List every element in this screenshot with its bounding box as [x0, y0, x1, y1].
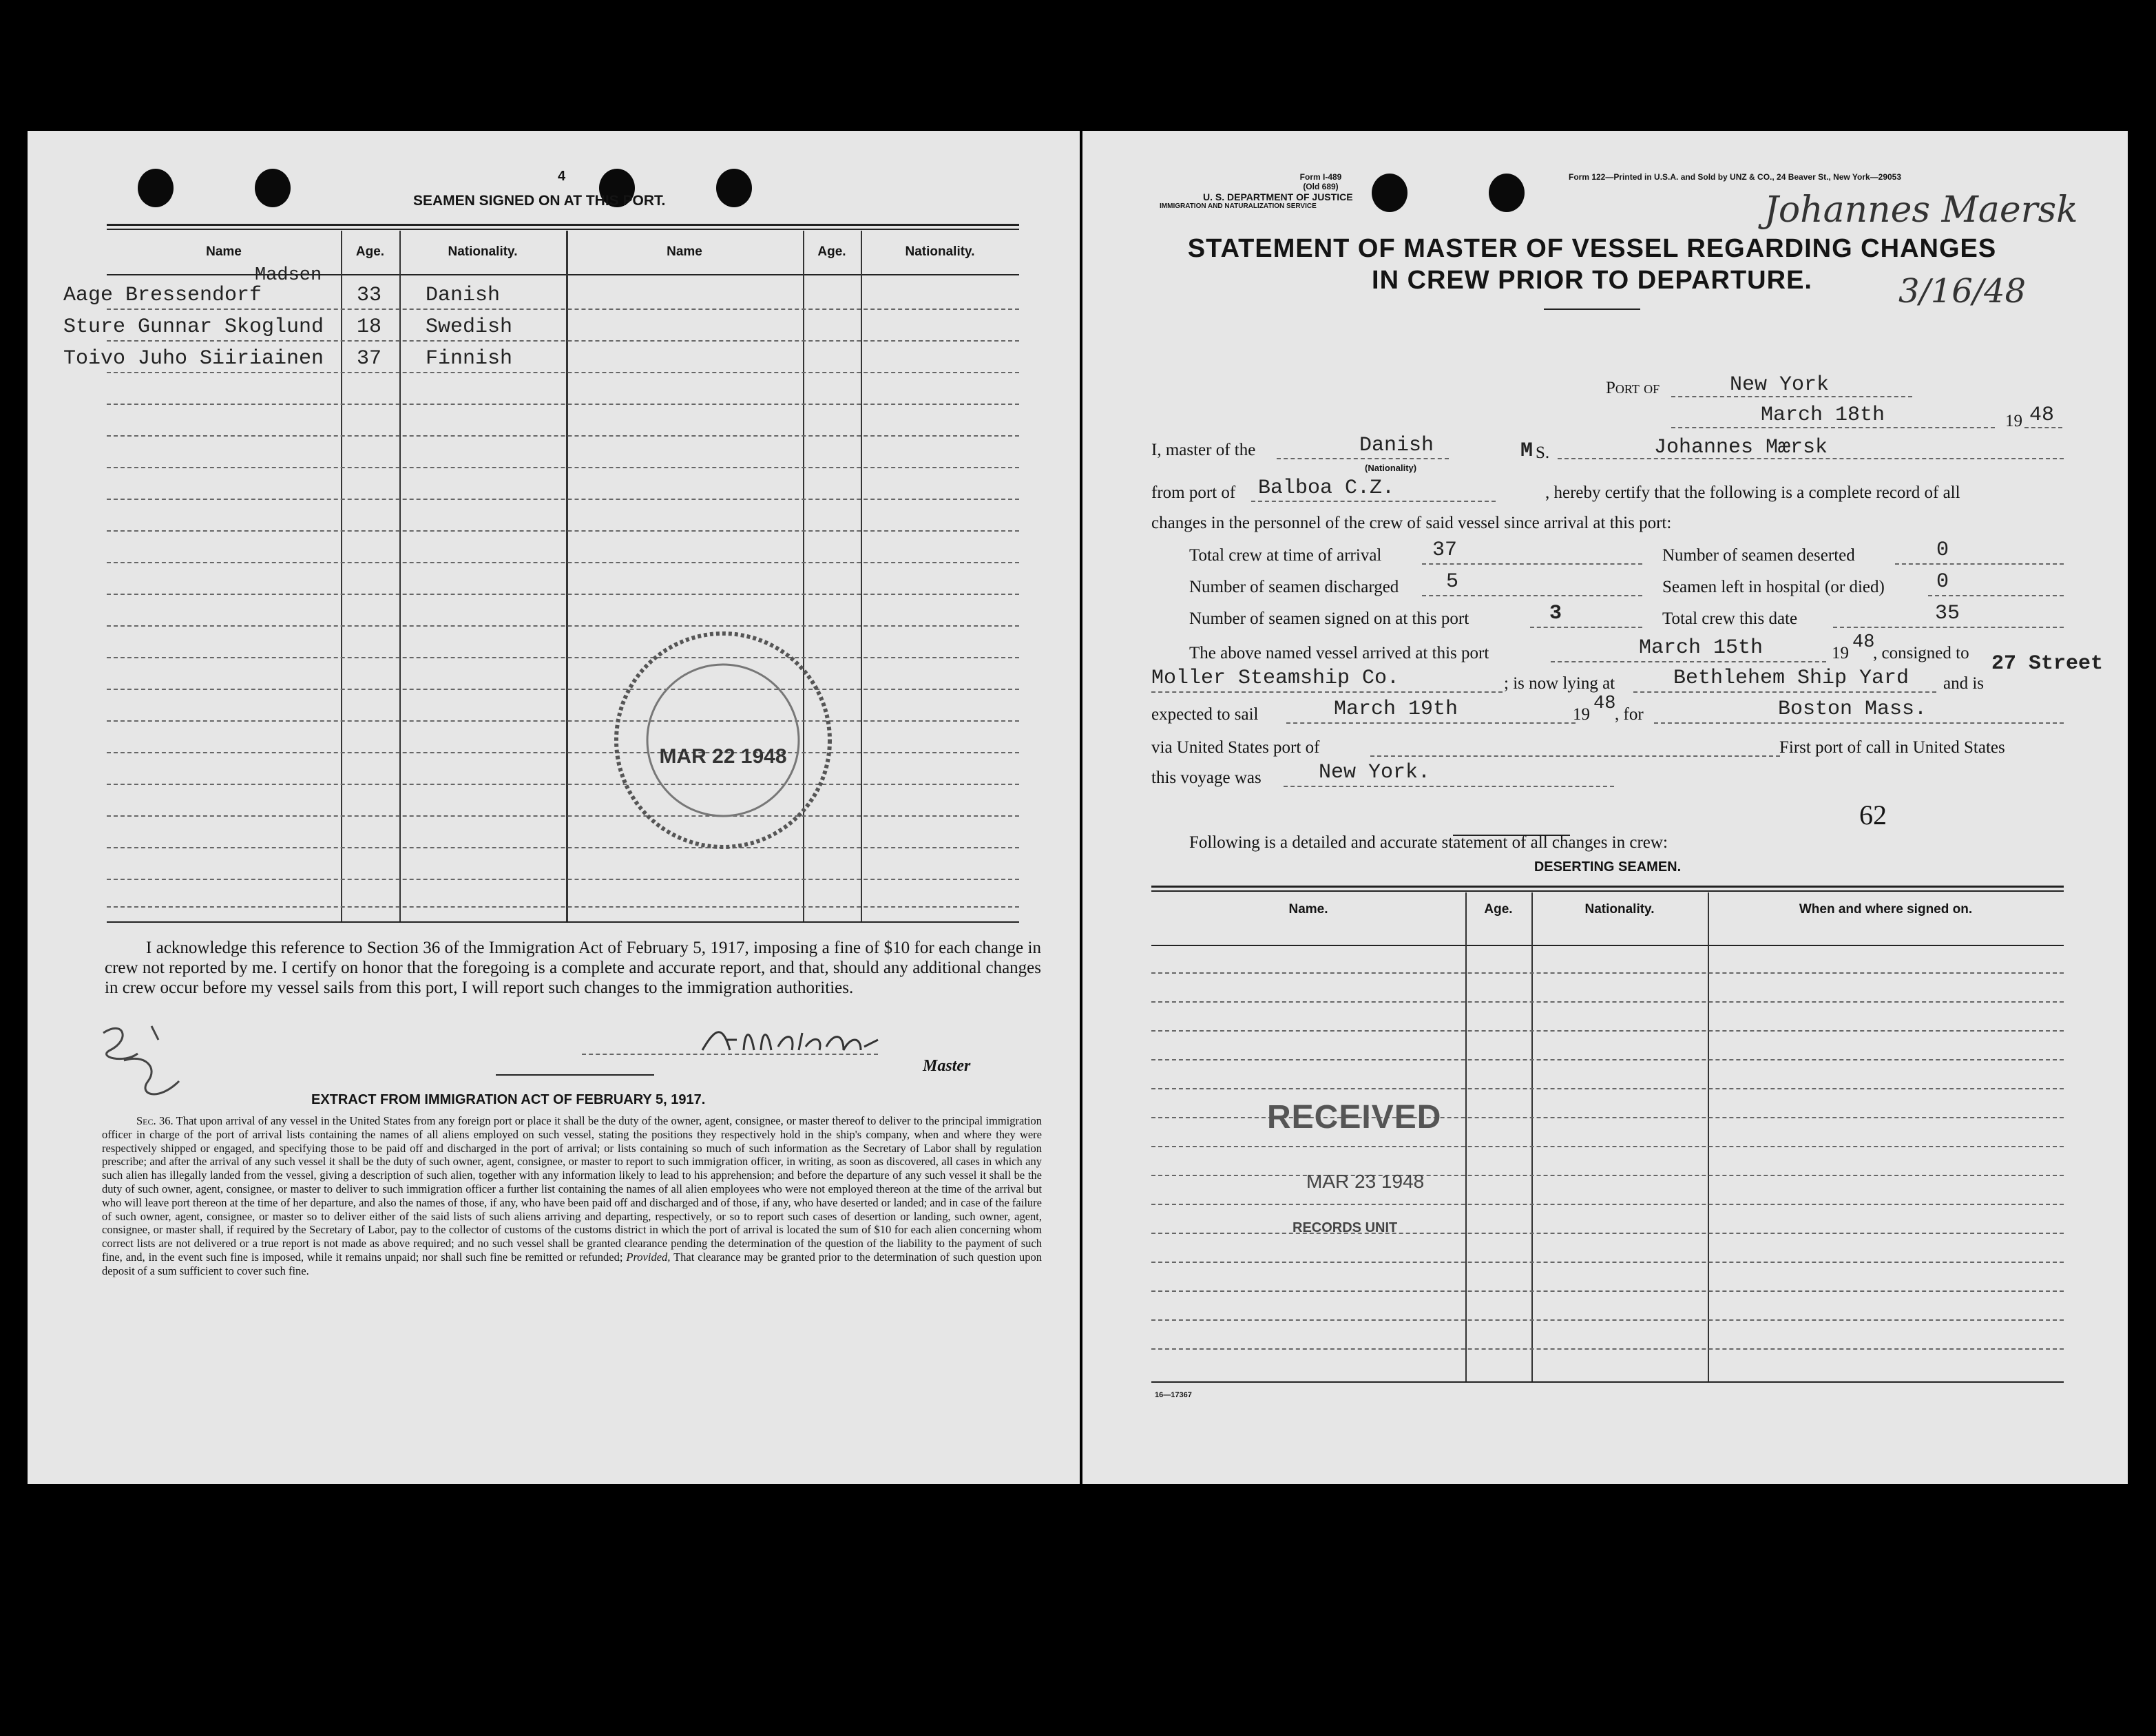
received-stamp: RECEIVED — [1267, 1099, 1442, 1136]
seaman-nationality: Swedish — [426, 315, 513, 339]
year-value: 48 — [2029, 404, 2055, 427]
nationality-value: Danish — [1359, 434, 1434, 457]
row-rule — [1151, 1059, 2064, 1060]
row-rule — [107, 720, 1019, 722]
punch-hole — [255, 169, 291, 207]
lying-note: 27 Street — [1991, 652, 2104, 676]
header-age: Age. — [355, 244, 385, 259]
row-rule — [107, 784, 1019, 785]
nationality-caption: (Nationality) — [1365, 463, 1417, 473]
table-header-rule — [107, 274, 1019, 275]
column-rule — [341, 231, 342, 921]
seaman-age: 18 — [357, 315, 382, 339]
table-top-rule — [107, 224, 1019, 226]
extract-lead: Sec. 36. — [136, 1114, 174, 1127]
row-rule — [1151, 1348, 2064, 1350]
row-rule — [107, 815, 1019, 817]
row-rule — [107, 562, 1019, 563]
header-nationality: Nationality. — [1584, 902, 1655, 917]
master-label: Master — [923, 1057, 971, 1075]
column-rule — [399, 231, 401, 921]
extract-tail: That clearance may be granted prior to the determination of such question upon deposit of a sum sufficient to cover such fine. — [102, 1250, 1043, 1277]
punch-hole — [138, 169, 174, 207]
lying-at: Bethlehem Ship Yard — [1673, 667, 1909, 690]
fill-line — [1422, 595, 1642, 596]
arrived-date: March 15th — [1639, 636, 1763, 660]
fill-line — [1833, 627, 2064, 628]
handwritten-vessel-name: Johannes Maersk — [1764, 189, 2078, 231]
consignee: Moller Steamship Co. — [1151, 667, 1400, 690]
signed-on-count: 3 — [1549, 602, 1562, 625]
extract-provided: Provided, — [626, 1250, 671, 1264]
seaman-name: Aage Bressendorf — [63, 284, 262, 307]
row-rule — [107, 657, 1019, 658]
department: U. S. DEPARTMENT OF JUSTICE — [1203, 191, 1353, 202]
fill-line — [1928, 595, 2064, 596]
received-date: MAR 23 1948 — [1306, 1171, 1425, 1192]
punch-hole — [716, 169, 752, 207]
signed-on-label: Number of seamen signed on at this port — [1189, 609, 1469, 628]
row-rule — [107, 372, 1019, 373]
fill-line — [1654, 722, 2064, 724]
row-rule — [1151, 1262, 2064, 1263]
column-rule — [566, 231, 568, 921]
table-header-rule — [1151, 945, 2064, 946]
row-rule — [107, 530, 1019, 532]
table-bottom-rule — [107, 921, 1019, 923]
printer-info: Form 122—Printed in U.S.A. and Sold by UNZ & CO., 24 Beaver St., New York—29053 — [1569, 172, 1902, 182]
table-bottom-rule — [1151, 1381, 2064, 1383]
row-rule — [1151, 1319, 2064, 1321]
stamp-date: MAR 22 1948 — [659, 745, 787, 768]
row-rule — [107, 340, 1019, 342]
from-port-label: from port of — [1151, 483, 1236, 502]
column-rule — [1531, 892, 1533, 1381]
footer-code: 16—17367 — [1155, 1391, 1192, 1399]
vessel-suffix: S. — [1536, 443, 1550, 462]
header-name: Name — [206, 244, 242, 259]
consigned-label: , consigned to — [1873, 644, 1969, 662]
discharged-count: 5 — [1446, 570, 1459, 594]
row-rule — [1151, 1204, 2064, 1205]
fill-line — [1530, 627, 1642, 628]
column-rule — [1708, 892, 1709, 1381]
received-dept: RECORDS UNIT — [1292, 1220, 1398, 1235]
first-port-label: First port of call in United States — [1779, 738, 2005, 757]
acknowledgment: I acknowledge this reference to Section 36 of the Immigration Act of February 5, 1917, imposing a fine of $10 for each change in crew not reported by me. I certify on honor that the foregoing is a complete and accurate report, and that, should any additional changes in crew occur before my vessel sails from this port, I will report such changes to the immigration authorities. — [105, 939, 1041, 997]
via-label: via United States port of — [1151, 738, 1320, 757]
deserting-title: DESERTING SEAMEN. — [1534, 859, 1682, 875]
fill-line — [1284, 786, 1614, 787]
header-nationality: Nationality. — [905, 244, 975, 259]
voyage-label: this voyage was — [1151, 768, 1262, 787]
row-rule — [1151, 1175, 2064, 1176]
destination: Boston Mass. — [1778, 698, 1927, 721]
seaman-age: 37 — [357, 347, 382, 370]
total-crew-arrival: 37 — [1432, 538, 1458, 562]
column-rule — [1465, 892, 1467, 1381]
lying-label: ; is now lying at — [1504, 674, 1615, 693]
expected-label: expected to sail — [1151, 705, 1259, 724]
form-title-line2: IN CREW PRIOR TO DEPARTURE. — [1372, 266, 1812, 295]
fill-line — [1251, 501, 1496, 502]
row-rule — [1151, 1001, 2064, 1003]
extract-title: EXTRACT FROM IMMIGRATION ACT OF FEBRUARY 5, 1917. — [311, 1092, 706, 1107]
hospital-count: 0 — [1936, 570, 1949, 594]
and-is: and is — [1943, 674, 1985, 693]
discharged-label: Number of seamen discharged — [1189, 578, 1399, 596]
row-rule — [1151, 1290, 2064, 1292]
row-rule — [107, 752, 1019, 753]
deserted-label: Number of seamen deserted — [1662, 546, 1855, 565]
seaman-age: 33 — [357, 284, 382, 307]
arrived-label: The above named vessel arrived at this port — [1189, 644, 1489, 662]
header-age: Age. — [817, 244, 846, 259]
column-rule — [861, 231, 862, 921]
changes-text: changes in the personnel of the crew of said vessel since arrival at this port: — [1151, 514, 1672, 532]
page-number: 4 — [558, 169, 566, 184]
form-title-line1: STATEMENT OF MASTER OF VESSEL REGARDING CHANGES — [1187, 234, 1997, 263]
name-note: Madsen — [255, 265, 322, 286]
hospital-label: Seamen left in hospital (or died) — [1662, 578, 1885, 596]
vessel-prefix: M — [1520, 439, 1534, 463]
row-rule — [107, 594, 1019, 595]
service: IMMIGRATION AND NATURALIZATION SERVICE — [1160, 202, 1317, 210]
header-name: Name — [667, 244, 702, 259]
row-rule — [1151, 1233, 2064, 1234]
first-port: New York. — [1319, 761, 1431, 784]
separator-rule — [496, 1074, 654, 1076]
deserted-count: 0 — [1936, 538, 1949, 562]
arrived-year-prefix: 19 — [1832, 644, 1849, 662]
header-age: Age. — [1484, 902, 1513, 917]
fill-line — [1422, 563, 1642, 565]
master-of-label: I, master of the — [1151, 441, 1256, 459]
row-rule — [1151, 1088, 2064, 1089]
row-rule — [107, 499, 1019, 500]
fill-line — [1551, 661, 1826, 662]
table-top-rule — [1151, 890, 2064, 892]
master-signature — [695, 1019, 881, 1060]
sail-year-prefix: 19 — [1573, 705, 1590, 724]
header-when-where: When and where signed on. — [1799, 902, 1973, 917]
certify-text: , hereby certify that the following is a complete record of all — [1545, 483, 1960, 502]
row-rule — [107, 308, 1019, 310]
fill-line — [1671, 427, 1995, 428]
seaman-nationality: Danish — [426, 284, 501, 307]
fill-line — [1286, 722, 1576, 724]
for-label: , for — [1615, 705, 1644, 724]
row-rule — [107, 906, 1019, 908]
extract-body — [102, 1114, 1042, 1278]
fill-line — [1277, 458, 1449, 459]
handwritten-initials — [83, 1012, 207, 1109]
port-of-label: Port of — [1606, 379, 1660, 397]
following-text: Following is a detailed and accurate statement of all changes in crew: — [1189, 833, 1668, 852]
sail-year: 48 — [1593, 693, 1616, 714]
vessel-name: Johannes Mærsk — [1654, 436, 1828, 459]
left-page-title: SEAMEN SIGNED ON AT THIS PORT. — [413, 193, 666, 209]
punch-hole — [1489, 174, 1525, 212]
number-62: 62 — [1859, 799, 1887, 830]
port-value: New York — [1730, 373, 1830, 397]
header-nationality: Nationality. — [448, 244, 518, 259]
arrived-year: 48 — [1852, 632, 1875, 653]
left-page — [28, 131, 1080, 1484]
row-rule — [107, 847, 1019, 848]
row-rule — [1151, 1146, 2064, 1147]
row-rule — [1151, 972, 2064, 974]
right-page — [1082, 131, 2128, 1484]
row-rule — [107, 689, 1019, 690]
table-top-rule — [1151, 886, 2064, 888]
total-crew-date: 35 — [1935, 602, 1960, 625]
table-top-rule — [107, 229, 1019, 230]
fill-line — [2024, 427, 2062, 428]
seaman-nationality: Finnish — [426, 347, 513, 370]
row-rule — [107, 404, 1019, 405]
fill-line — [1895, 563, 2064, 565]
header-name: Name. — [1288, 902, 1328, 917]
row-rule — [107, 879, 1019, 880]
row-rule — [107, 467, 1019, 468]
total-crew-arrival-label: Total crew at time of arrival — [1189, 546, 1382, 565]
form-id: Form I-489 — [1299, 172, 1342, 182]
seaman-name: Sture Gunnar Skoglund — [63, 315, 324, 339]
title-rule — [1544, 308, 1640, 310]
total-crew-date-label: Total crew this date — [1662, 609, 1798, 628]
fill-line — [1633, 691, 1936, 693]
fill-line — [1151, 691, 1503, 693]
extract-text: That upon arrival of any vessel in the United States from any foreign port or place it shall be the duty of the owner, agent, consignee, or master thereof to deliver to the principal immigration officer in charge of the port of arrival lists containing the names of all aliens employed on such vessel, stating the positions they respectively hold in the ship's company, when and where they were respectively shipped or engaged, and specifying those to be paid off and discharged in the port of arrival; or lists containing so much of such information as the Secretary of Labor shall by regulation prescribe; and after the arrival of any such vessel it shall be the duty of such owner, agent, consignee, or master to report to such immigration officer, in writing, as soon as discovered, all cases in which any such alien has illegally landed from the vessel, giving a description of such alien, together with any information likely to lead to his apprehension; and before the departure of any such vessel it shall be the duty of such owner, agent, consignee, or master to deliver to such immigration officer a further list containing the names of all alien employees who were not employed thereon at the time of the arrival but who will leave port thereon at the time of her departure, and also the names of those, if any, who have been paid off and discharged and of those, if any, who have deserted or landed; and in case of the failure of such owner, agent, consignee, or master so to deliver either of the said lists of such aliens arriving and departing, respectively, or so to report such cases of desertion or landing, such owner, agent, consignee, or master shall, if required by the Secretary of Labor, pay to the collector of customs of the customs district in which the port of arrival is located the sum of $10 for each alien concerning whom correct lists are not delivered or a true report is not made as above required; and no such vessel shall be granted clearance pending the determination of the question of the liability to the payment of such fine, and, in the event such fine is imposed, while it remains unpaid; nor shall such fine be remitted or refunded; — [102, 1114, 1042, 1264]
row-rule — [1151, 1030, 2064, 1032]
seaman-name: Toivo Juho Siiriainen — [63, 347, 324, 370]
row-rule — [107, 625, 1019, 627]
form-old: (Old 689) — [1303, 182, 1339, 191]
handwritten-date: 3/16/48 — [1898, 272, 2027, 311]
fill-line — [1370, 755, 1780, 757]
row-rule — [107, 435, 1019, 437]
date-value: March 18th — [1761, 404, 1885, 427]
sail-date: March 19th — [1334, 698, 1458, 721]
year-prefix: 19 — [2005, 412, 2022, 430]
port-stamp — [606, 627, 840, 854]
from-port-value: Balboa C.Z. — [1258, 477, 1395, 500]
